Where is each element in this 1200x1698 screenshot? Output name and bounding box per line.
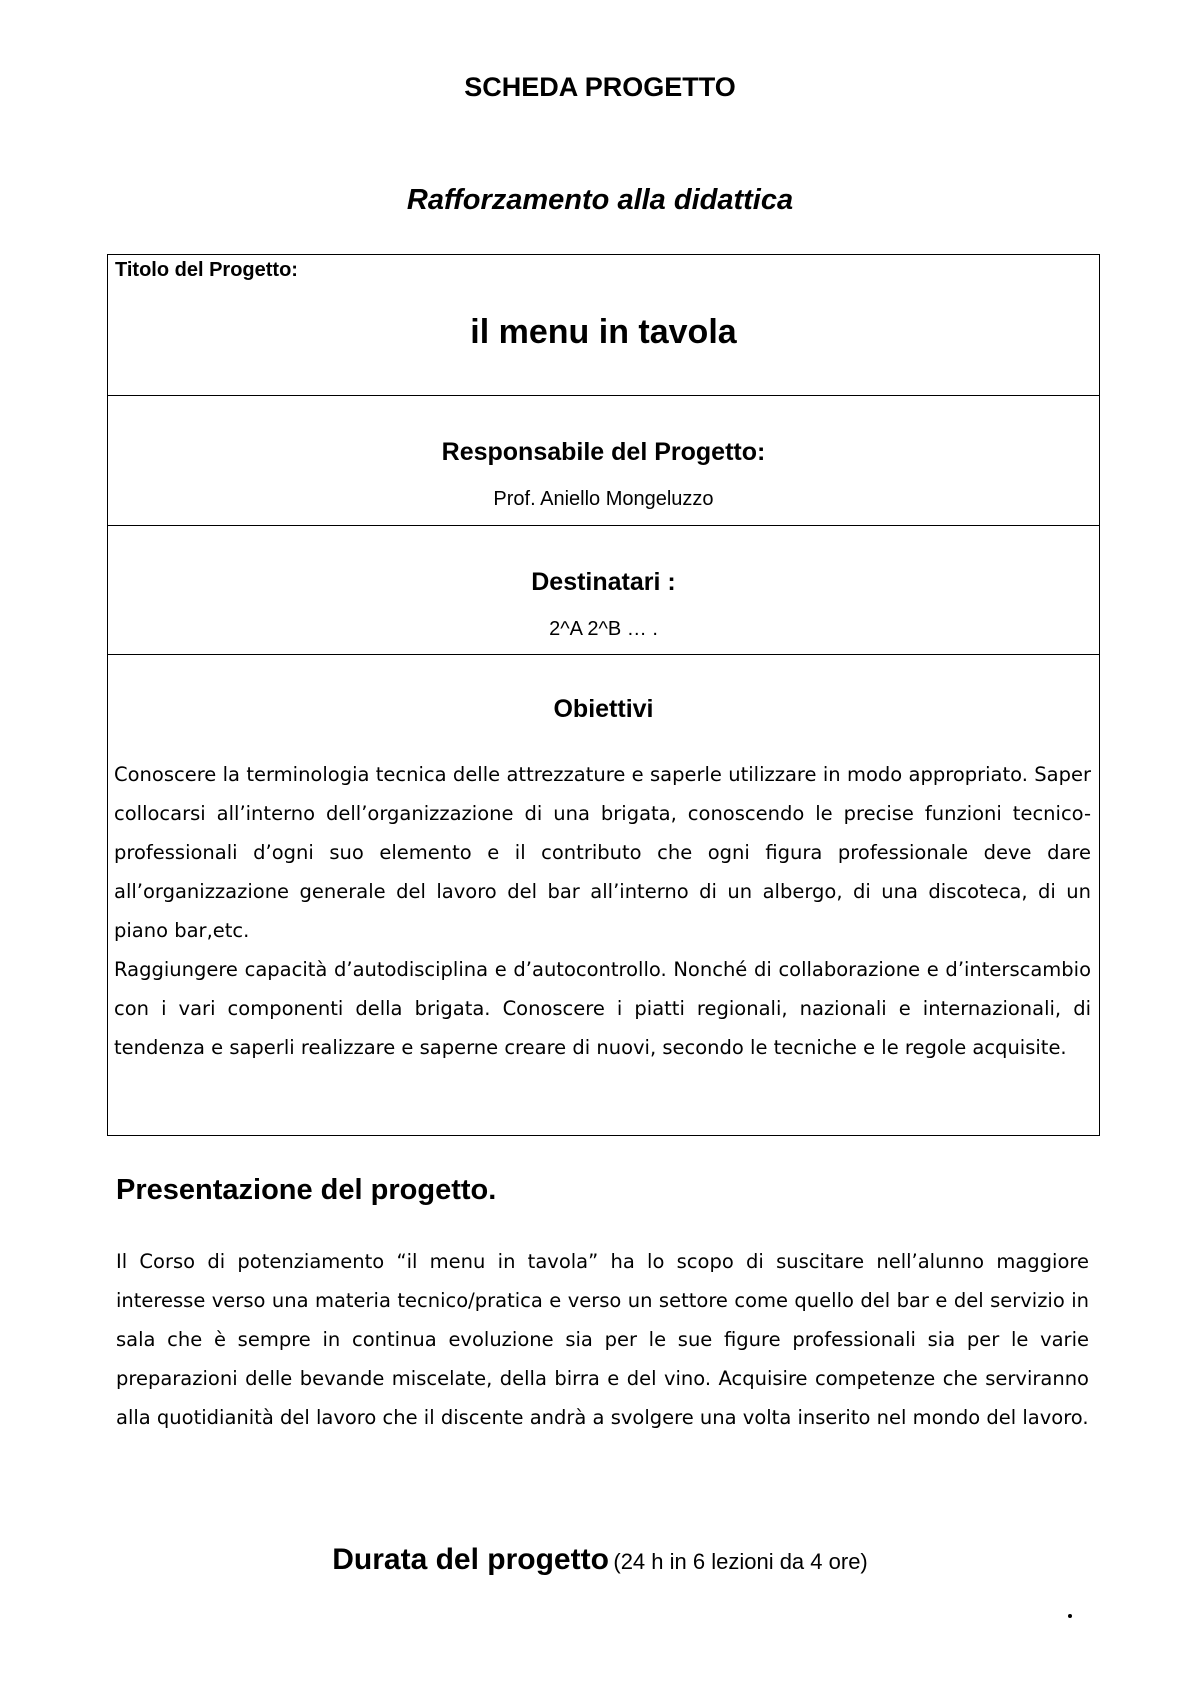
document-subtitle: Rafforzamento alla didattica bbox=[406, 184, 794, 216]
project-title-label: Titolo del Progetto: bbox=[115, 259, 298, 281]
objectives-label: Obiettivi bbox=[553, 695, 654, 723]
duration-note: (24 h in 6 lezioni da 4 ore) bbox=[613, 1549, 868, 1574]
project-title-cell bbox=[107, 254, 1100, 395]
objectives-paragraph-2: Raggiungere capacità d’autodisciplina e d’autocontrollo. Nonché di collaborazione e d’interscambio con i vari componenti della brigata. Conoscere i piatti regionali, nazionali e internazionali, di tendenza e saperli realizzare e saperne creare di nuovi, secondo le tecniche e le regole acquisite. bbox=[114, 958, 1091, 1059]
page-mark bbox=[1068, 1614, 1072, 1618]
presentation-heading: Presentazione del progetto. bbox=[116, 1174, 497, 1206]
project-title-value: il menu in tavola bbox=[470, 313, 737, 351]
responsible-value: Prof. Aniello Mongeluzzo bbox=[493, 488, 714, 510]
duration-heading: Durata del progetto bbox=[332, 1543, 609, 1576]
responsible-label: Responsabile del Progetto: bbox=[441, 438, 766, 466]
recipients-cell bbox=[107, 525, 1100, 654]
duration-line bbox=[0, 1543, 1200, 1577]
document-title: SCHEDA PROGETTO bbox=[464, 72, 736, 102]
objectives-text bbox=[114, 755, 1091, 1067]
objectives-paragraph-1: Conoscere la terminologia tecnica delle attrezzature e saperle utilizzare in modo appropriato. Saper collocarsi all’interno dell’organizzazione di una brigata, conoscendo le precise funzioni tecnico-professionali d’ogni suo elemento e il contributo che ogni figura professionale deve dare all’organizzazione generale del lavoro del bar all’interno di un albergo, di una discoteca, di un piano bar,etc. bbox=[114, 763, 1091, 942]
objectives-cell bbox=[107, 654, 1100, 1136]
presentation-text: Il Corso di potenziamento “il menu in tavola” ha lo scopo di suscitare nell’alunno maggiore interesse verso una materia tecnico/pratica e verso un settore come quello del bar e del servizio in sala che è sempre in continua evoluzione sia per le sue figure professionali sia per le varie preparazioni delle bevande miscelate, della birra e del vino. Acquisire competenze che serviranno alla quotidianità del lavoro che il discente andrà a svolgere una volta inserito nel mondo del lavoro. bbox=[116, 1250, 1089, 1429]
recipients-label: Destinatari : bbox=[531, 568, 676, 596]
project-responsible-cell bbox=[107, 395, 1100, 525]
recipients-value: 2^A 2^B … . bbox=[549, 618, 658, 640]
